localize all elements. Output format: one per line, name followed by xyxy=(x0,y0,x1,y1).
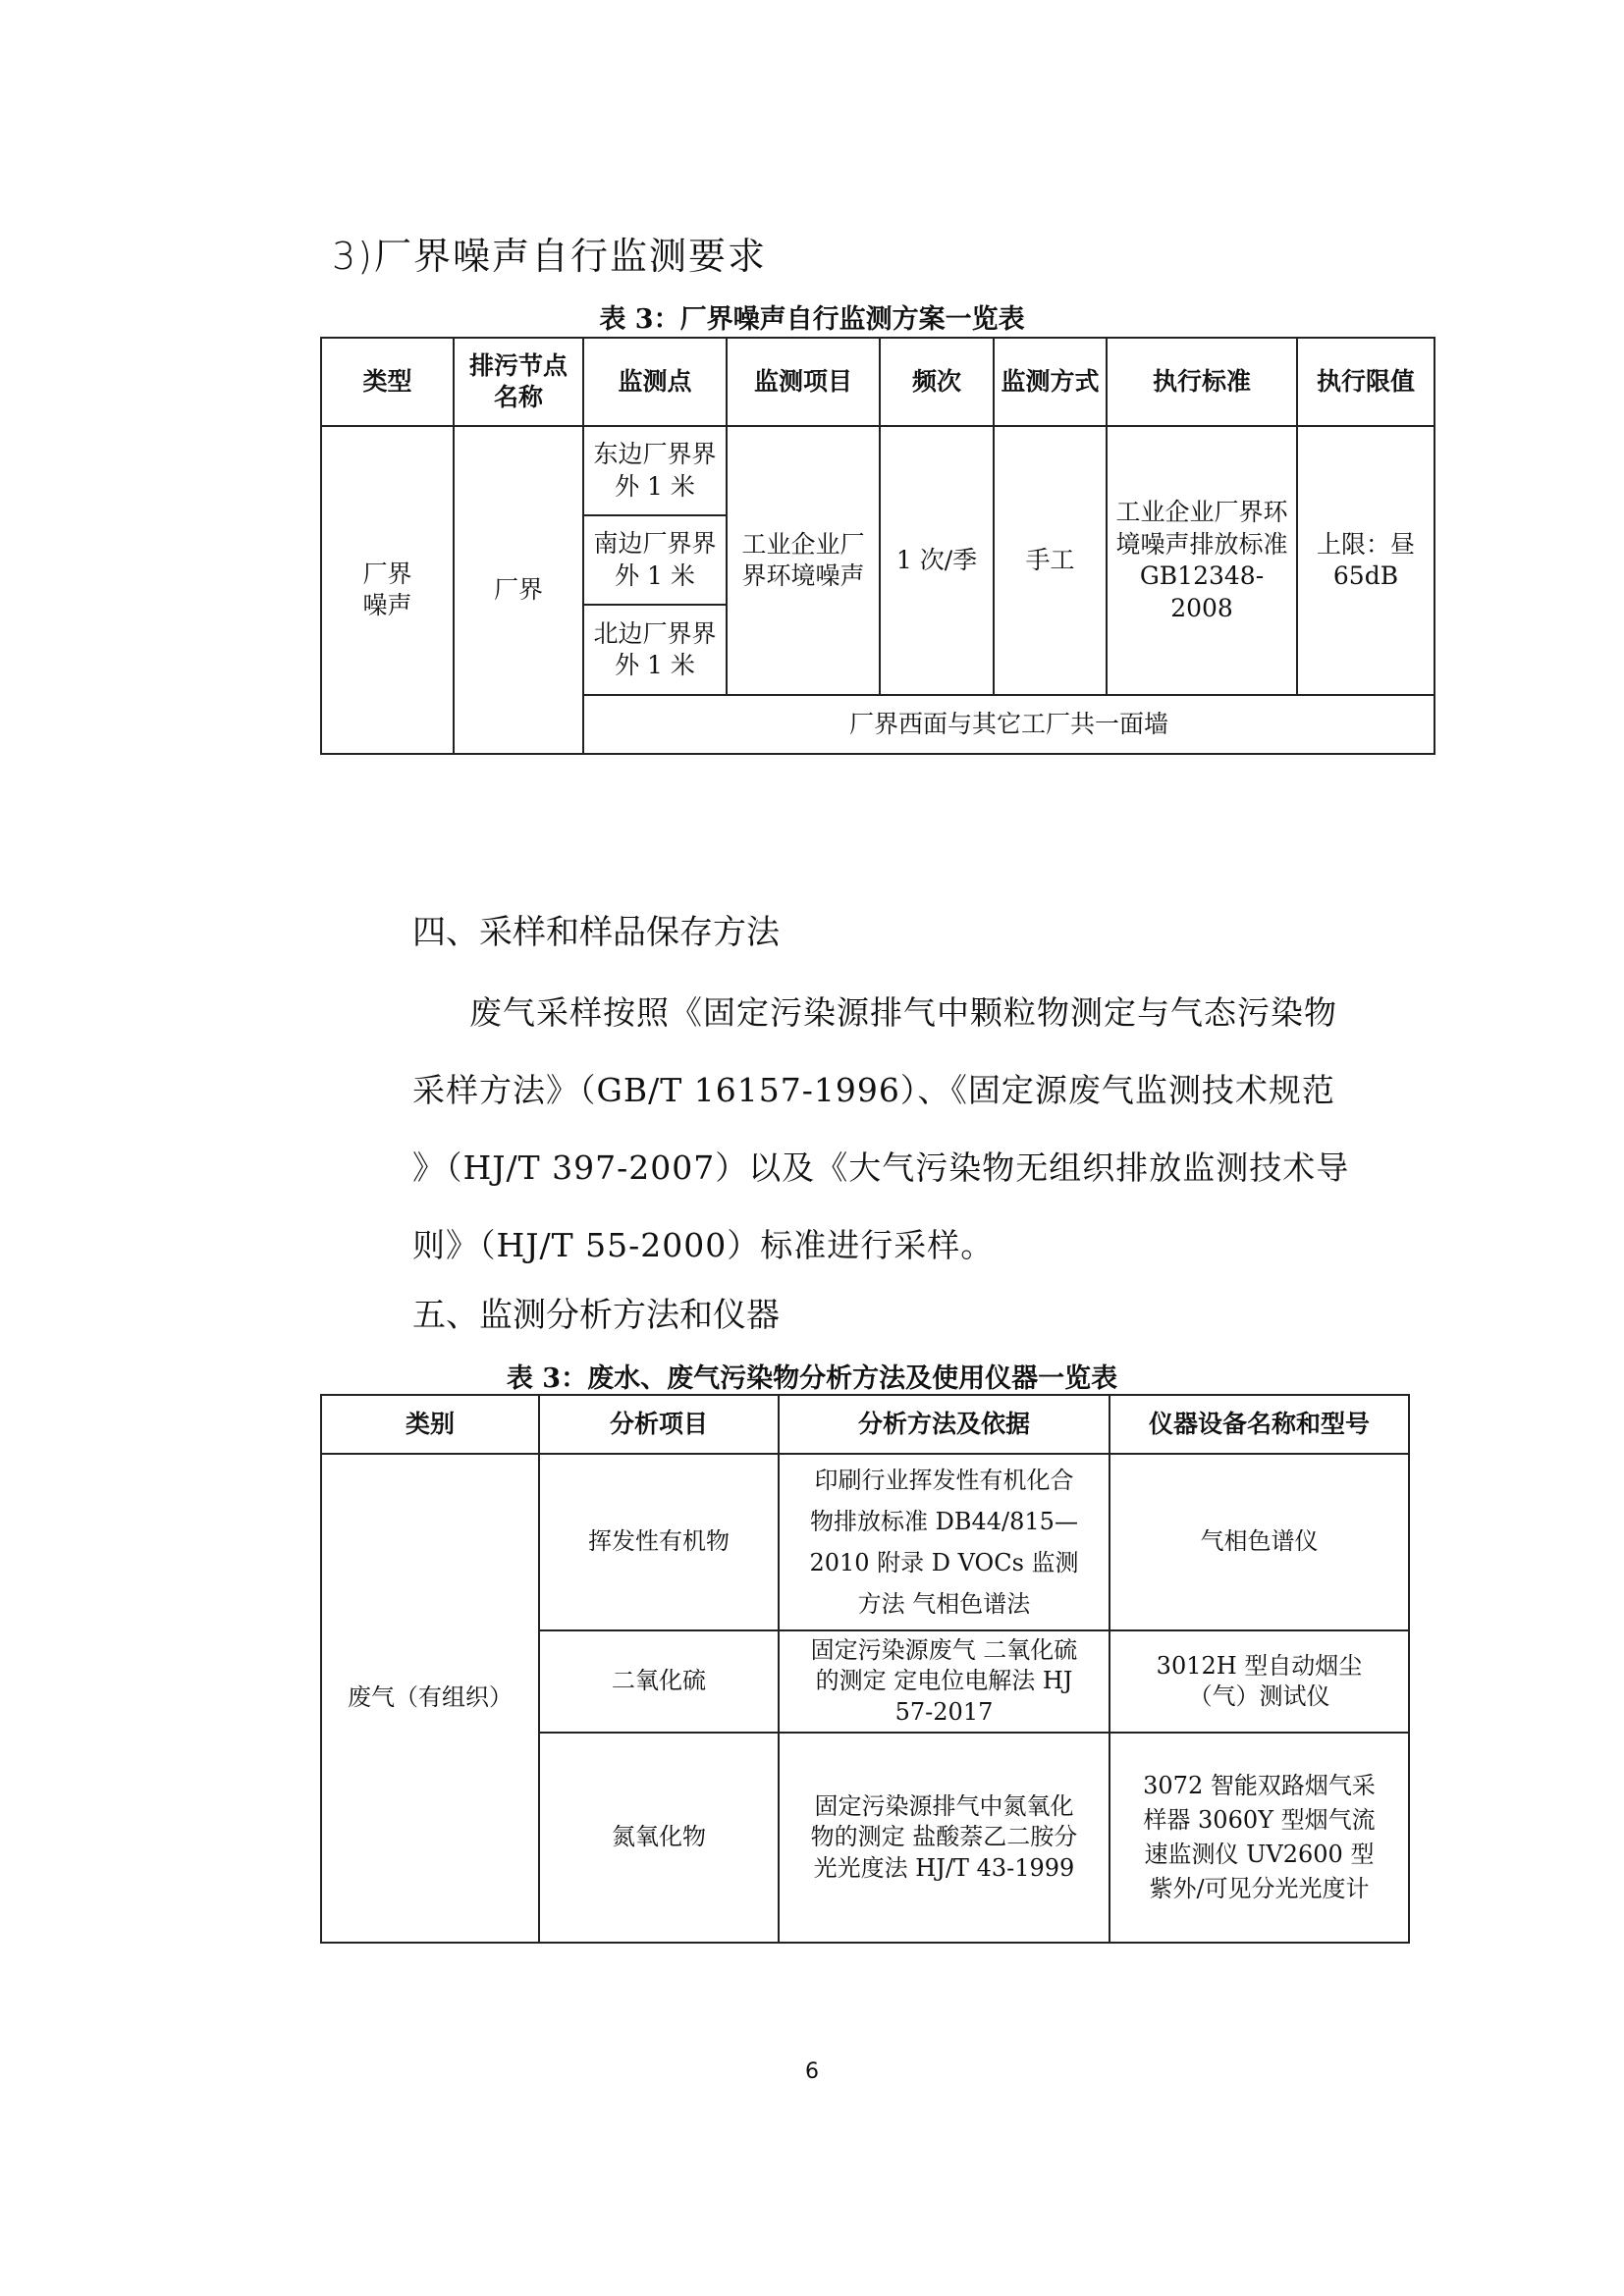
table1-caption: 表 3：厂界噪声自行监测方案一览表 xyxy=(599,304,1025,335)
analysis-method-table xyxy=(320,1394,1410,1944)
table2-caption: 表 3：废水、废气污染物分析方法及使用仪器一览表 xyxy=(506,1363,1118,1394)
cell-point-east: 东边厂界界外 1 米 xyxy=(583,426,727,515)
section-4-line-1: 废气采样按照《固定污染源排气中颗粒物测定与气态污染物 xyxy=(469,993,1337,1032)
cell-method: 手工 xyxy=(994,426,1107,695)
cell-method-nox: 固定污染源排气中氮氧化物的测定 盐酸萘乙二胺分光光度法 HJ/T 43-1999 xyxy=(779,1733,1110,1943)
cell-instrument-nox: 3072 智能双路烟气采样器 3060Y 型烟气流速监测仪 UV2600 型 紫外/可见分光光度计 xyxy=(1110,1733,1409,1943)
header-category: 类别 xyxy=(321,1395,539,1454)
cell-limit: 上限：昼 65dB xyxy=(1297,426,1435,695)
section-3-heading: 3)厂界噪声自行监测要求 xyxy=(332,235,768,278)
header-node: 排污节点名称 xyxy=(454,338,583,426)
cell-standard: 工业企业厂界环境噪声排放标准 GB12348-2008 xyxy=(1107,426,1297,695)
section-4-body xyxy=(412,974,1414,1284)
cell-method-so2: 固定污染源废气 二氧化硫的测定 定电位电解法 HJ 57-2017 xyxy=(779,1630,1110,1733)
header-frequency: 频次 xyxy=(880,338,994,426)
header-analysis-method: 分析方法及依据 xyxy=(779,1395,1110,1454)
header-standard: 执行标准 xyxy=(1107,338,1297,426)
header-limit: 执行限值 xyxy=(1297,338,1435,426)
header-type: 类型 xyxy=(321,338,454,426)
section-4-line-2: 采样方法》（GB/T 16157-1996）、《固定源废气监测技术规范 xyxy=(412,1071,1335,1109)
section-5-heading: 五、监测分析方法和仪器 xyxy=(412,1296,780,1335)
cell-type: 厂界噪声 xyxy=(321,426,454,754)
section-4-heading: 四、采样和样品保存方法 xyxy=(412,913,780,952)
cell-note: 厂界西面与其它工厂共一面墙 xyxy=(583,695,1435,754)
noise-monitoring-table xyxy=(320,337,1435,755)
header-analysis-item: 分析项目 xyxy=(539,1395,779,1454)
cell-item-so2: 二氧化硫 xyxy=(539,1630,779,1733)
header-item: 监测项目 xyxy=(727,338,880,426)
cell-point-north: 北边厂界界外 1 米 xyxy=(583,605,727,695)
cell-category: 废气（有组织） xyxy=(321,1454,539,1943)
header-method: 监测方式 xyxy=(994,338,1107,426)
cell-method-vocs: 印刷行业挥发性有机化合物排放标准 DB44/815—2010 附录 D VOCs 监测方法 气相色谱法 xyxy=(779,1454,1110,1630)
header-point: 监测点 xyxy=(583,338,727,426)
cell-item-nox: 氮氧化物 xyxy=(539,1733,779,1943)
cell-instrument-so2: 3012H 型自动烟尘（气）测试仪 xyxy=(1110,1630,1409,1733)
cell-frequency: 1 次/季 xyxy=(880,426,994,695)
cell-item-vocs: 挥发性有机物 xyxy=(539,1454,779,1630)
section-4-line-4: 则》（HJ/T 55-2000）标准进行采样。 xyxy=(412,1226,995,1264)
page-number: 6 xyxy=(805,2059,819,2084)
cell-item: 工业企业厂界环境噪声 xyxy=(727,426,880,695)
header-instrument: 仪器设备名称和型号 xyxy=(1110,1395,1409,1454)
section-4-line-3: 》（HJ/T 397-2007）以及《大气污染物无组织排放监测技术导 xyxy=(412,1148,1350,1187)
cell-point-south: 南边厂界界外 1 米 xyxy=(583,515,727,605)
cell-node: 厂界 xyxy=(454,426,583,754)
cell-instrument-vocs: 气相色谱仪 xyxy=(1110,1454,1409,1630)
